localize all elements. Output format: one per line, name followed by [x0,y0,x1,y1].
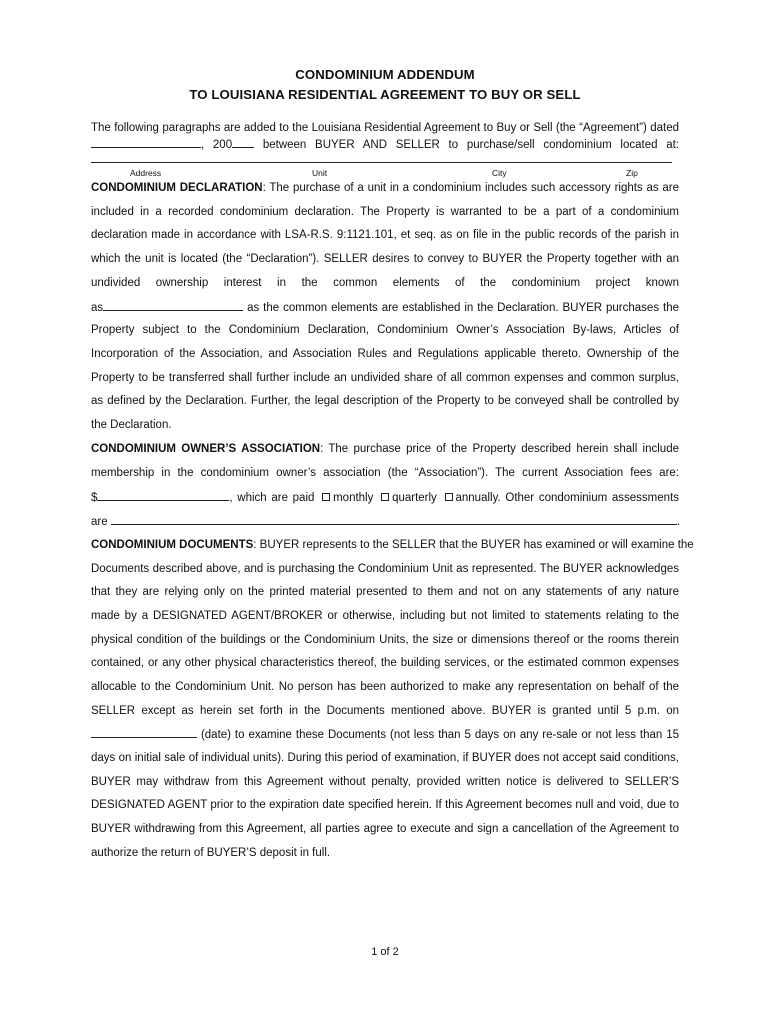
declaration-heading: CONDOMINIUM DECLARATION [91,182,263,194]
documents-line-2: Documents described above, and is purchasing the Condominium Unit as represented. The BUYER acknowledges [91,563,679,575]
address-blank-field[interactable] [91,162,672,163]
paid-text: , which are paid [229,492,315,504]
exam-date-blank-field[interactable] [91,726,197,738]
declaration-line-6-text: as the common elements are established in the Declaration. BUYER purchases the [247,302,679,314]
documents-heading: CONDOMINIUM DOCUMENTS [91,539,254,551]
association-text: : The purchase price of the Property described herein shall include [320,443,679,455]
documents-line-9-text: (date) to examine these Documents (not less than 5 days on any re-sale or not less than 15 [200,729,679,741]
declaration-line-5: undivided ownership interest in the common elements of the condominium project known [91,277,679,289]
declaration-line-8: Incorporation of the Association, and Association Rules and Regulations applicable thereto. Ownership of the [91,348,679,360]
declaration-line-4: which the unit is located (the “Declaration”). SELLER desires to convey to BUYER the Property together with an [91,253,679,265]
documents-line-4: made by a DESIGNATED AGENT/BROKER or otherwise, including but not limited to statements relating to the [91,610,679,622]
intro-year-prefix: , 200 [201,139,233,151]
as-prefix: as [91,302,104,314]
address-label: Address [130,168,162,178]
declaration-line-10: as defined by the Declaration. Further, the legal description of the Property to be conveyed shall be controlled by [91,395,679,407]
zip-label: Zip [626,168,638,178]
annually-checkbox[interactable] [445,493,453,501]
declaration-line-3: declaration made in accordance with LSA-R.S. 9:1121.101, et seq. as on file in the public records of the parish in [91,229,679,241]
documents-line-3: that they are relying only on the printed material presented to them and not on any statements of any nature [91,586,679,598]
city-label: City [492,168,507,178]
documents-line-10: days on initial sale of individual units). During this period of examination, if BUYER does not accept said conditions, [91,752,679,764]
declaration-line-7: Property subject to the Condominium Declaration, Condominium Owner’s Association By-laws, Articles of [91,324,679,336]
project-name-blank-field[interactable] [103,299,243,311]
association-line-4 [91,513,679,530]
documents-line-14: authorize the return of BUYER’S deposit in full. [91,847,331,859]
documents-line-1 [91,537,694,553]
association-line-2: membership in the condominium owner’s association (the “Association”). The current Association fees are: [91,467,679,479]
documents-line-13: BUYER withdrawing from this Agreement, all parties agree to execute and sign a cancellation of the Agreement to [91,823,679,835]
quarterly-checkbox[interactable] [381,493,389,501]
year-blank-field[interactable] [232,136,254,148]
assessments-blank-field[interactable] [111,513,677,525]
documents-line-8: SELLER except as herein set forth in the Documents mentioned above. BUYER is granted until 5 p.m. on [91,705,679,717]
document-title: CONDOMINIUM ADDENDUM [295,67,475,82]
monthly-label: monthly [333,492,374,504]
documents-text: : BUYER represents to the SELLER that the BUYER has examined or will examine the [253,539,694,551]
intro-line-2-text: between BUYER AND SELLER to purchase/sell condominium located at: [262,139,680,151]
documents-line-11: BUYER may withdraw from this Agreement without penalty, provided written notice is delivered to SELLER’S [91,776,679,788]
association-line-1 [91,441,679,457]
dollar-sign: $ [91,492,98,504]
documents-line-12: DESIGNATED AGENT prior to the expiration date specified herein. If this Agreement becomes null and void, due to [91,799,679,811]
intro-line-1: The following paragraphs are added to the Louisiana Residential Agreement to Buy or Sell (the “Agreement”) dated [91,122,679,134]
document-subtitle: TO LOUISIANA RESIDENTIAL AGREEMENT TO BUY OR SELL [189,87,581,102]
documents-line-6: contained, or any other physical characteristics thereof, the building services, or the estimated common expenses [91,657,679,669]
declaration-line-2: included in a recorded condominium declaration. The Property is warranted to be a part of a condominium [91,206,679,218]
other-assessments-text: Other condominium assessments [505,492,679,504]
are-prefix: are [91,516,108,528]
unit-label: Unit [312,168,328,178]
documents-line-9 [91,726,679,743]
page-number: 1 of 2 [371,946,399,958]
date-blank-field[interactable] [91,136,201,148]
declaration-line-11: the Declaration. [91,419,172,431]
declaration-line-9: Property to be transferred shall further include an undivided share of all common expenses and common surplus, [91,372,679,384]
fee-amount-blank-field[interactable] [97,489,229,501]
documents-line-5: physical condition of the buildings or the Condominium Units, the size or dimensions thereof or the rooms therein [91,634,679,646]
documents-line-7: allocable to the Condominium Unit. No person has been authorized to make any representation on behalf of the [91,681,679,693]
declaration-text: : The purchase of a unit in a condominium includes such accessory rights as are [262,182,680,194]
annually-label: annually. [455,492,501,504]
monthly-checkbox[interactable] [322,493,330,501]
declaration-line-6 [91,299,679,316]
intro-line-2 [91,136,679,153]
declaration-line-1 [91,180,679,196]
association-line-3 [91,489,679,506]
period: . [676,516,681,528]
association-heading: CONDOMINIUM OWNER’S ASSOCIATION [91,443,321,455]
quarterly-label: quarterly [392,492,437,504]
